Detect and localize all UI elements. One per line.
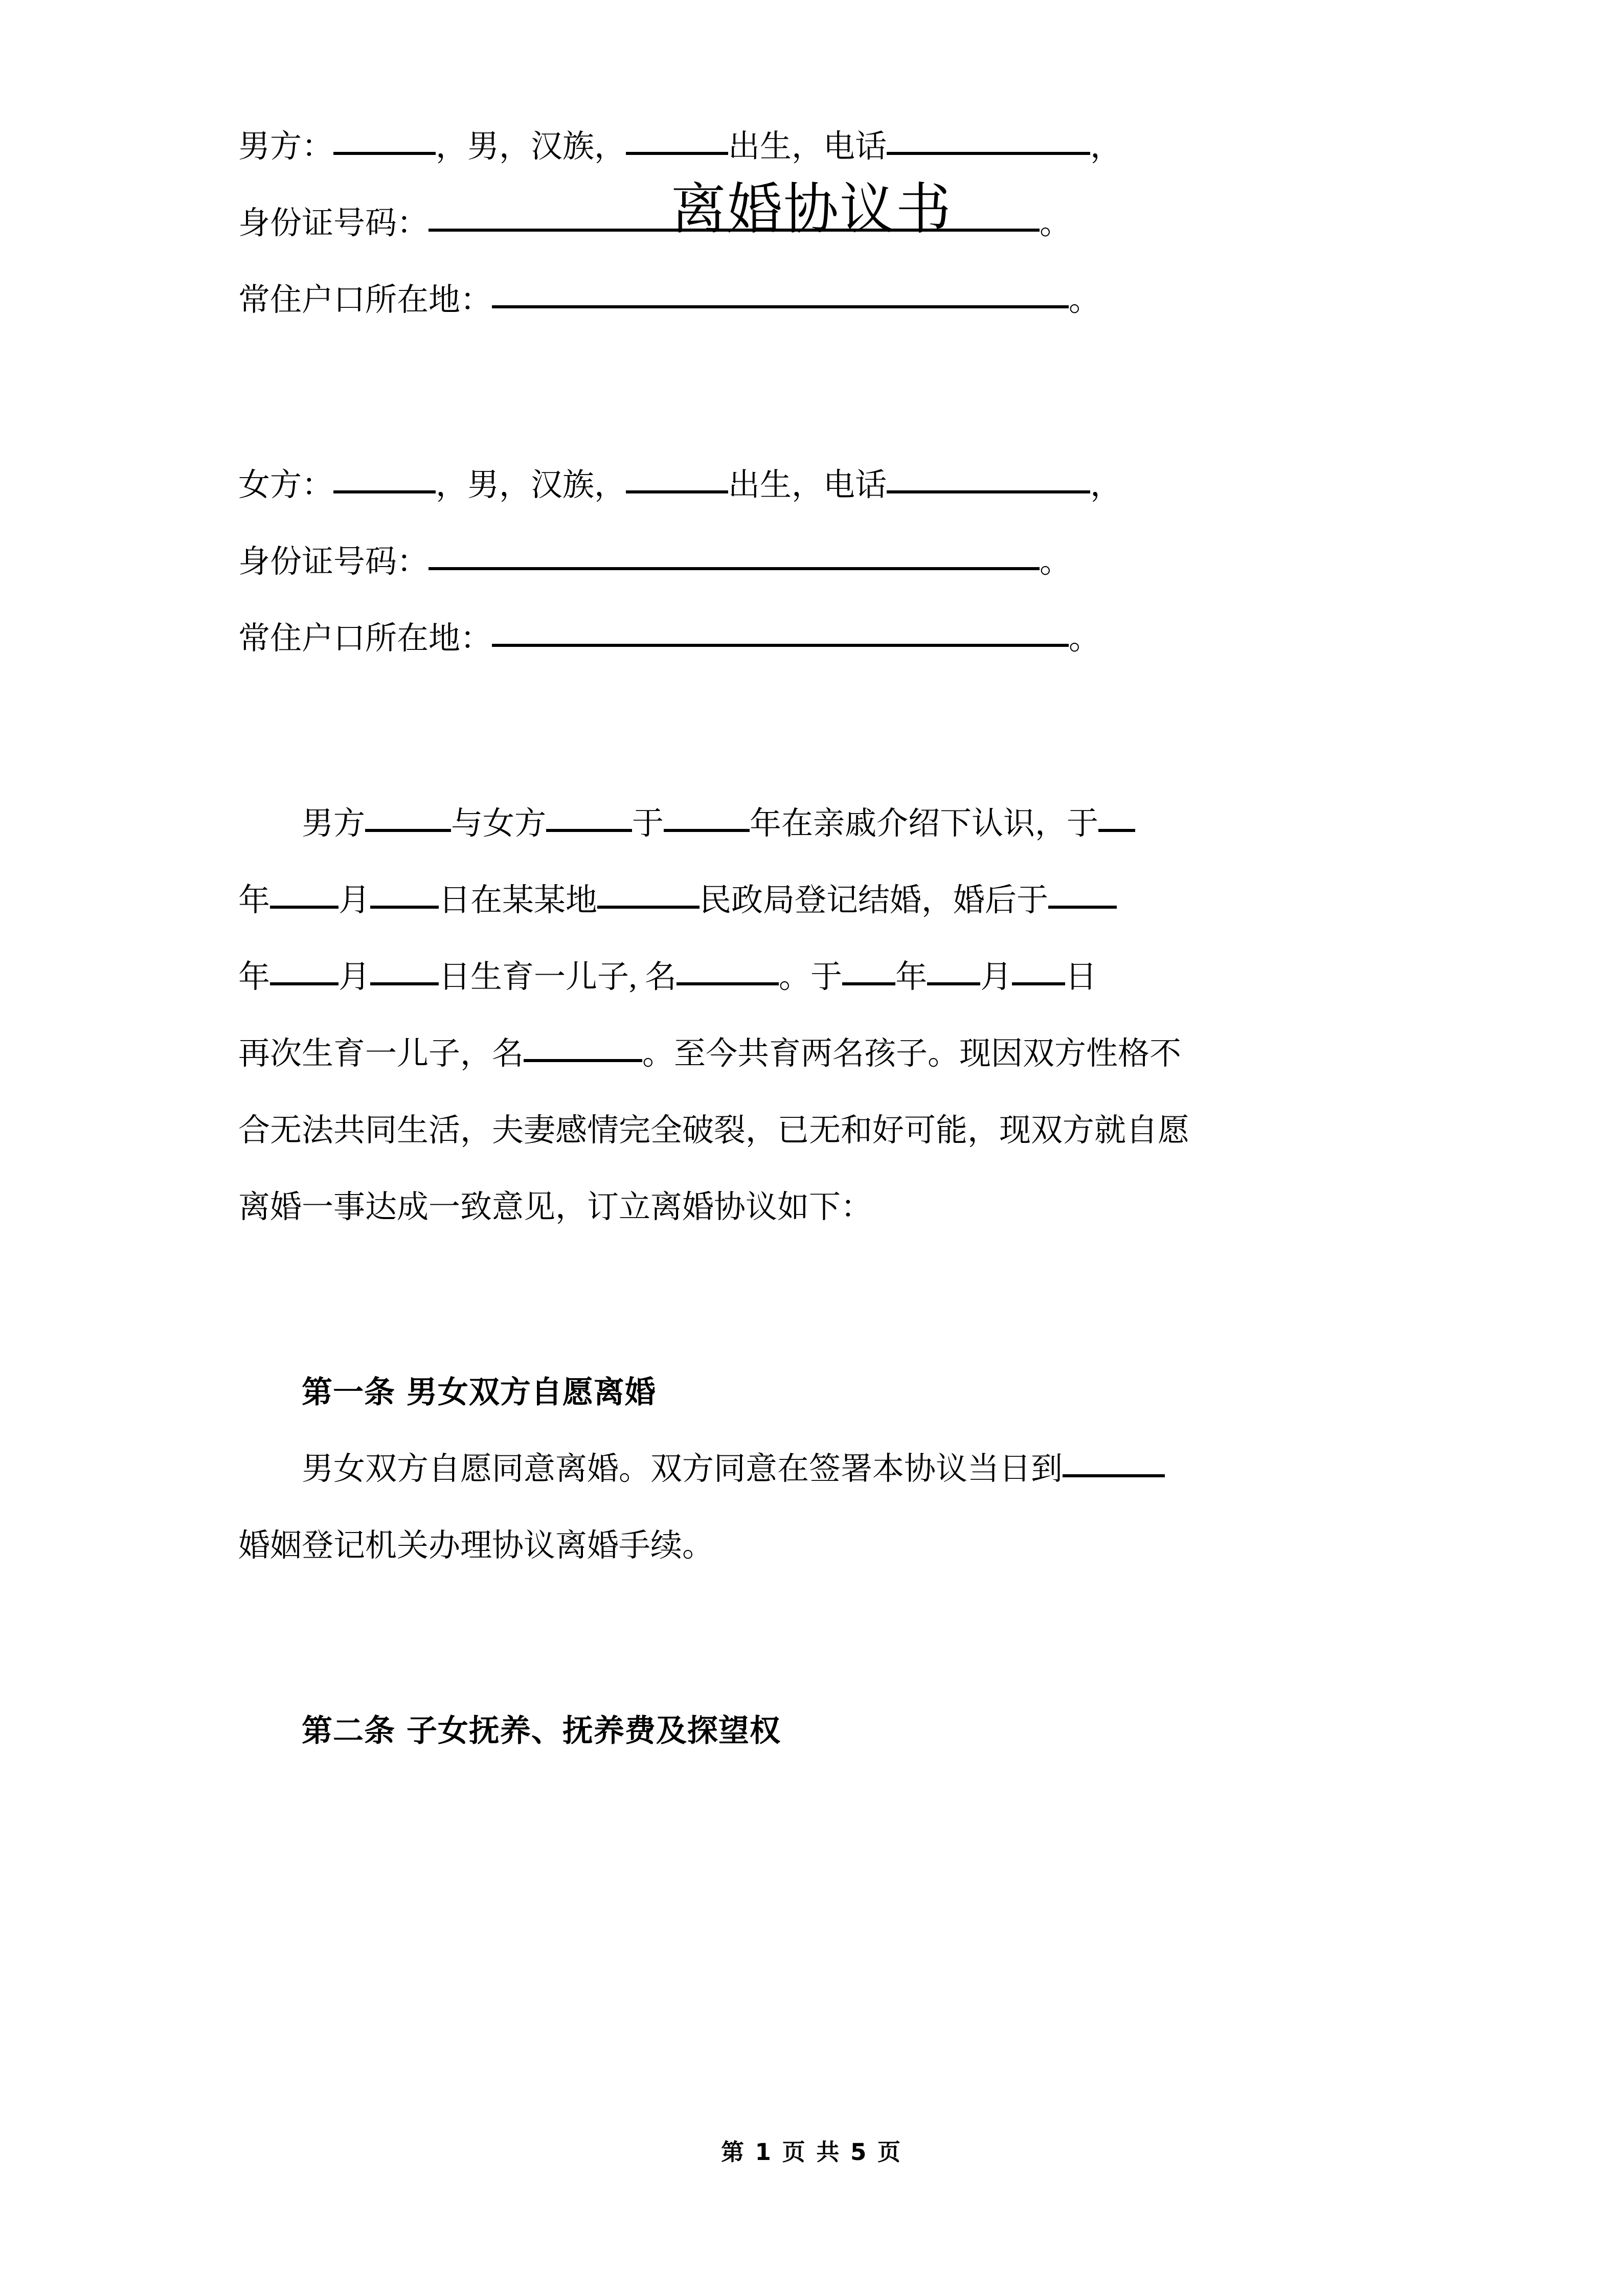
parties-gap	[238, 339, 1389, 447]
husband-birth-phone-label: 出生，电话	[728, 129, 887, 164]
husband-residence-line	[238, 262, 1389, 339]
recital-line-2	[238, 862, 1389, 939]
recital-marry-day-blank[interactable]	[370, 883, 439, 909]
husband-id-label: 身份证号码：	[238, 206, 429, 241]
recital-child2-year-blank[interactable]	[842, 960, 895, 985]
wife-residence-line	[238, 600, 1389, 677]
recital-year-2: 年	[238, 960, 270, 995]
wife-residence-label: 常住户口所在地：	[238, 621, 492, 656]
recital-month-2: 月	[339, 960, 371, 995]
husband-id-blank[interactable]	[429, 206, 1040, 232]
wife-phone-blank[interactable]	[887, 468, 1090, 493]
wife-residence-end: 。	[1069, 621, 1101, 656]
section-1-registry-blank[interactable]	[1063, 1452, 1165, 1477]
recital-child2-month-blank[interactable]	[927, 960, 980, 985]
wife-identity-line	[238, 447, 1389, 524]
recital-child1-birth-text: 日生育一儿子, 名	[439, 960, 677, 995]
wife-birth-phone-label: 出生，电话	[728, 468, 887, 503]
recital-wife-label: 与女方	[451, 806, 547, 841]
recital-month-3: 月	[980, 960, 1012, 995]
wife-id-line	[238, 524, 1389, 600]
recital-child2-birth-text: 再次生育一儿子，名	[238, 1037, 524, 1071]
husband-id-line	[238, 185, 1389, 262]
recital-place-label: 日在某某地	[439, 883, 598, 918]
wife-gender-ethnicity: ，男，汉族，	[436, 468, 626, 503]
section-1-text-a: 男女双方自愿同意离婚。双方同意在签署本协议当日到	[302, 1452, 1063, 1487]
wife-id-label: 身份证号码：	[238, 545, 429, 579]
husband-phone-blank[interactable]	[887, 129, 1090, 155]
recital-year-1: 年	[238, 883, 270, 918]
husband-label: 男方：	[238, 129, 334, 164]
recital-bureau-blank[interactable]	[597, 883, 700, 909]
wife-label: 女方：	[238, 468, 334, 503]
recital-marry-year-blank[interactable]	[1098, 806, 1135, 832]
husband-name-blank[interactable]	[333, 129, 436, 155]
recital-day-1: 日	[1065, 960, 1097, 995]
wife-birth-blank[interactable]	[626, 468, 728, 493]
document-body	[238, 0, 1389, 1769]
recital-wife-blank[interactable]	[546, 806, 632, 832]
section-1-body-line-1	[238, 1431, 1389, 1507]
recital-marry-month-blank[interactable]	[270, 883, 339, 909]
husband-identity-line	[238, 108, 1389, 185]
husband-id-end: 。	[1040, 206, 1072, 241]
wife-id-end: 。	[1040, 545, 1072, 579]
wife-id-blank[interactable]	[429, 545, 1040, 570]
recital-line-1	[238, 785, 1389, 862]
recital-at-2: 。于	[779, 960, 843, 995]
recital-year-3: 年	[895, 960, 928, 995]
title-gap	[238, 0, 1389, 108]
recital-child1-day-blank[interactable]	[370, 960, 439, 985]
husband-residence-blank[interactable]	[492, 283, 1069, 308]
recital-bureau-text: 民政局登记结婚，婚后于	[700, 883, 1049, 918]
recital-meet-text: 年在亲戚介绍下认识，于	[750, 806, 1099, 841]
husband-line1-end: ，	[1090, 129, 1122, 164]
wife-name-blank[interactable]	[333, 468, 436, 493]
recital-line-4	[238, 1016, 1389, 1092]
page-footer: 第 1 页 共 5 页	[721, 2139, 902, 2166]
recital-line-5: 合无法共同生活，夫妻感情完全破裂，已无和好可能，现双方就自愿	[238, 1113, 1190, 1148]
page-title: 离婚协议书	[670, 179, 952, 240]
section-heading-1: 第一条 男女双方自愿离婚	[302, 1375, 656, 1410]
recital-husband-blank[interactable]	[365, 806, 451, 832]
husband-birth-blank[interactable]	[626, 129, 728, 155]
husband-residence-end: 。	[1069, 283, 1101, 318]
recital-child1-year-blank[interactable]	[1048, 883, 1117, 909]
recital-children-summary: 。至今共育两名孩子。现因双方性格不	[642, 1037, 1182, 1071]
recital-child2-day-blank[interactable]	[1012, 960, 1065, 985]
recital-at-1: 于	[632, 806, 664, 841]
recital-child1-month-blank[interactable]	[270, 960, 339, 985]
recital-month-1: 月	[339, 883, 371, 918]
section-heading-2: 第二条 子女抚养、抚养费及探望权	[302, 1713, 781, 1749]
recital-line-6: 离婚一事达成一致意见，订立离婚协议如下：	[238, 1190, 873, 1225]
recital-child1-name-blank[interactable]	[677, 960, 779, 985]
section-1-body-line-2: 婚姻登记机关办理协议离婚手续。	[238, 1528, 714, 1563]
recital-meet-year-blank[interactable]	[664, 806, 750, 832]
recital-husband-label: 男方	[302, 806, 366, 841]
recital-child2-name-blank[interactable]	[524, 1037, 642, 1062]
section-1-gap	[238, 1246, 1389, 1354]
recital-line-3	[238, 939, 1389, 1016]
husband-gender-ethnicity: ，男，汉族，	[436, 129, 626, 164]
wife-line1-end: ，	[1090, 468, 1122, 503]
section-2-gap	[238, 1584, 1389, 1693]
husband-residence-label: 常住户口所在地：	[238, 283, 492, 318]
recital-gap	[238, 677, 1389, 785]
wife-residence-blank[interactable]	[492, 621, 1069, 647]
